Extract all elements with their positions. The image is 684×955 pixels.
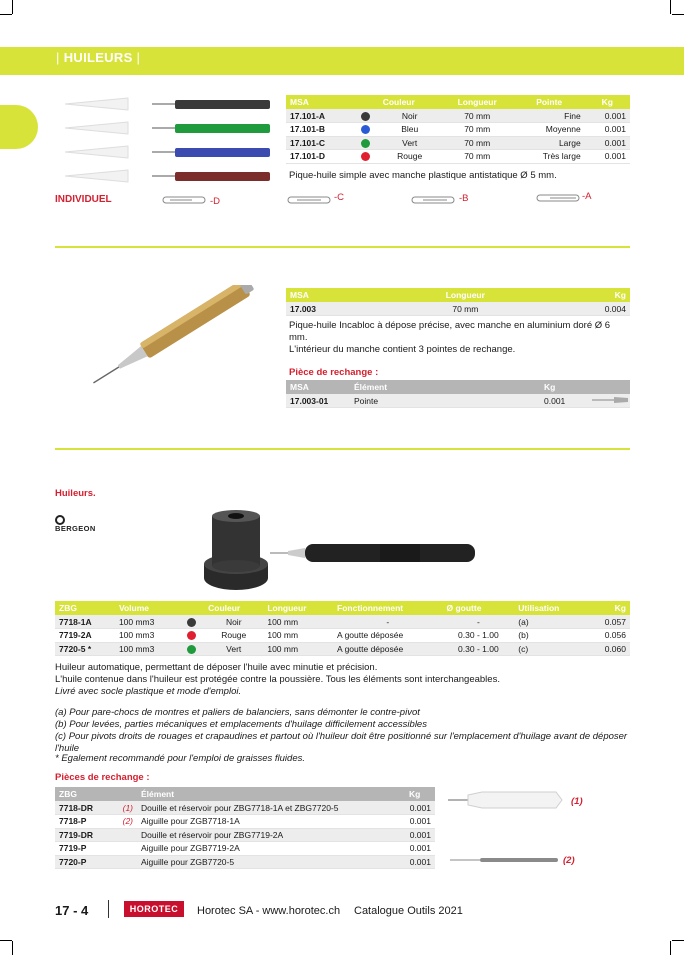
table-row: 17.101-C Vert 70 mm Large 0.001 [286, 136, 630, 150]
col-zbg: ZBG [55, 787, 115, 801]
table-row: 7720-5 * 100 mm3 Vert 100 mm A goutte déposée 0.30 - 1.00 (c) 0.060 [55, 642, 630, 656]
col-kg: Kg [540, 380, 630, 394]
tip-a-icon [536, 192, 582, 204]
section-divider [55, 246, 630, 248]
col-zbg: ZBG [55, 601, 115, 615]
col-kg: Kg [405, 787, 435, 801]
horotec-logo: HOROTEC [124, 901, 184, 917]
page-number: 17 - 4 [55, 903, 89, 918]
footer-catalogue: Catalogue Outils 2021 [354, 905, 463, 917]
note-b: (b) Pour levées, parties mécaniques et emplacements d'huilage difficilement accessibles [55, 719, 427, 730]
callout-2: (2) [563, 855, 575, 866]
col-utilisation: Utilisation [514, 601, 586, 615]
note-star: * Egalement recommandé pour l'emploi de graisses fluides. [55, 753, 305, 764]
tip-d-icon [162, 194, 208, 206]
col-msa: MSA [286, 95, 352, 109]
table-row: 17.003-01 Pointe 0.001 [286, 394, 630, 408]
table-row: 7719-2A 100 mm3 Rouge 100 mm A goutte déposée 0.30 - 1.00 (b) 0.056 [55, 629, 630, 643]
col-msa: MSA [286, 288, 392, 302]
needle-image [450, 855, 560, 865]
color-dot [361, 112, 370, 121]
oilers-description: Pique-huile simple avec manche plastique antistatique Ø 5 mm. [289, 170, 557, 181]
table-row: 17.101-B Bleu 70 mm Moyenne 0.001 [286, 123, 630, 137]
note-a: (a) Pour pare-chocs de montres et paliers de balanciers, sans démonter le contre-pivot [55, 707, 420, 718]
tip-c-label: -C [334, 192, 345, 203]
tip-b-icon [411, 194, 457, 206]
table-row: 7718-P (2) Aiguille pour ZGB7718-1A 0.001 [55, 815, 435, 829]
col-fonctionnement: Fonctionnement [333, 601, 442, 615]
incabloc-description-2: L'intérieur du manche contient 3 pointes de rechange. [289, 344, 516, 355]
color-dot [187, 618, 196, 627]
callout-1: (1) [571, 796, 583, 807]
reservoir-image [446, 780, 566, 820]
col-couleur: Couleur [379, 95, 441, 109]
color-dot [187, 645, 196, 654]
table-row: 7720-P Aiguille pour ZGB7720-5 0.001 [55, 855, 435, 869]
spare-tip-icon [592, 395, 630, 405]
section-tab-marker [0, 105, 38, 149]
table-row: 7718-1A 100 mm3 Noir 100 mm - - (a) 0.057 [55, 615, 630, 629]
tip-b-label: -B [459, 193, 469, 204]
col-couleur: Couleur [204, 601, 263, 615]
automatic-oiler-table [55, 601, 630, 656]
note-c: (c) Pour pivots droits de rouages et crapaudines et partout où l'huileur doit être positionné sur l'emplacement d'huilage avant de déposer l'huile [55, 731, 628, 754]
oiler-description-3: Livré avec socle plastique et mode d'emploi. [55, 686, 242, 697]
oiler-description-2: L'huile contenue dans l'huileur est protégée contre la poussière. Tous les éléments sont interchangeables. [55, 674, 500, 685]
col-longueur: Longueur [441, 95, 514, 109]
automatic-oiler-image [200, 508, 485, 598]
col-kg: Kg [585, 95, 630, 109]
color-dot [187, 631, 196, 640]
bergeon-logo: BERGEON [55, 517, 103, 531]
oilers-table [286, 95, 630, 164]
spare-part-title: Pièce de rechange : [289, 367, 379, 378]
color-dot [361, 152, 370, 161]
incabloc-oiler-image [80, 285, 265, 385]
col-element: Élément [350, 380, 540, 394]
col-kg: Kg [587, 601, 630, 615]
tip-d-label: -D [210, 196, 221, 207]
col-msa: MSA [286, 380, 350, 394]
table-row: 17.101-D Rouge 70 mm Très large 0.001 [286, 150, 630, 164]
spare-parts-title: Pièces de rechange : [55, 772, 150, 783]
table-row: 7718-DR (1) Douille et réservoir pour ZBG7718-1A et ZBG7720-5 0.001 [55, 801, 435, 815]
incabloc-spare-table [286, 380, 630, 408]
footer-separator [108, 900, 109, 918]
incabloc-description: Pique-huile Incabloc à dépose précise, avec manche en aluminium doré Ø 6 mm. [289, 320, 611, 343]
color-dot [361, 125, 370, 134]
col-kg: Kg [539, 288, 630, 302]
footer-company: Horotec SA - www.horotec.ch [197, 905, 341, 917]
col-longueur: Longueur [392, 288, 539, 302]
huileurs-title: Huileurs. [55, 488, 96, 499]
color-dot [361, 139, 370, 148]
incabloc-table [286, 288, 630, 316]
col-element: Élément [137, 787, 405, 801]
table-row: 17.101-A Noir 70 mm Fine 0.001 [286, 109, 630, 123]
col-pointe: Pointe [514, 95, 585, 109]
table-row: 17.003 70 mm 0.004 [286, 302, 630, 316]
oiler-description-1: Huileur automatique, permettant de déposer l'huile avec minutie et précision. [55, 662, 378, 673]
individuel-label: INDIVIDUEL [55, 194, 112, 205]
col-volume: Volume [115, 601, 179, 615]
table-row: 7719-P Aiguille pour ZGB7719-2A 0.001 [55, 842, 435, 856]
page-title: | HUILEURS | [56, 50, 141, 65]
table-row: 7719-DR Douille et réservoir pour ZBG7719-2A 0.001 [55, 828, 435, 842]
section-divider [55, 448, 630, 450]
oiler-spare-table [55, 787, 435, 869]
tip-a-label: -A [582, 191, 592, 202]
tip-c-icon [287, 194, 333, 206]
col-longueur: Longueur [263, 601, 333, 615]
oilers-image [60, 94, 275, 190]
col-goutte: Ø goutte [442, 601, 514, 615]
